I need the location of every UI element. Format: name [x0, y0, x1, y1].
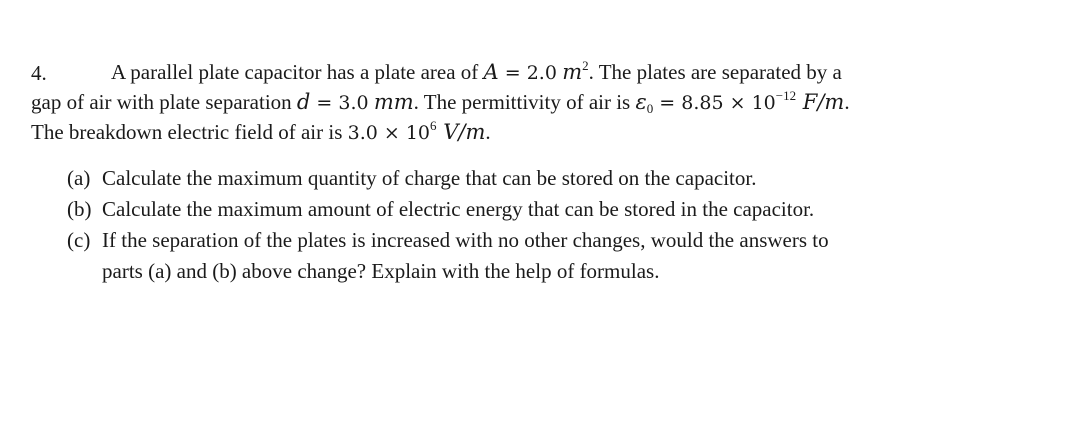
statement-line-3	[31, 118, 971, 148]
line3-text: The breakdown electric field of air is	[31, 120, 348, 144]
part-c-text-line2: parts (a) and (b) above change? Explain with the help of formulas.	[102, 259, 660, 283]
part-a-text: Calculate the maximum quantity of charge that can be stored on the capacitor.	[102, 166, 757, 190]
problem-number: 4.	[31, 61, 47, 85]
part-c-continued	[67, 256, 967, 287]
part-c-label: (c)	[67, 228, 91, 252]
line3-tail: .	[485, 120, 491, 144]
part-a	[67, 163, 967, 194]
part-b-text: Calculate the maximum amount of electric energy that can be stored in the capacitor.	[102, 197, 815, 221]
area-unit: m	[562, 60, 583, 84]
area-equals: =	[498, 62, 527, 84]
epsilon-symbol: ε	[635, 90, 647, 114]
separation-unit: mm	[373, 90, 414, 114]
epsilon-exponent: −12	[775, 88, 797, 103]
line2-mid: . The permittivity of air is	[413, 90, 636, 114]
epsilon-unit: F/m	[796, 90, 845, 114]
part-c	[67, 225, 967, 256]
area-symbol: A	[483, 60, 499, 84]
sub-questions	[67, 163, 967, 287]
problem-statement	[31, 58, 971, 148]
line2-tail: .	[844, 90, 850, 114]
area-exponent: 2	[582, 58, 589, 73]
line1-text: A parallel plate capacitor has a plate area of	[111, 60, 484, 84]
epsilon-equals: =	[653, 92, 682, 114]
epsilon-value: 8.85 × 10	[681, 92, 776, 114]
statement-line-2	[31, 88, 971, 118]
area-value: 2.0	[526, 62, 557, 84]
line1-tail: . The plates are separated by a	[588, 60, 842, 84]
part-a-label: (a)	[67, 166, 91, 190]
separation-equals: =	[310, 92, 339, 114]
epsilon-subscript: 0	[646, 101, 654, 116]
statement-line-1	[31, 58, 971, 88]
part-c-text-line1: If the separation of the plates is increased with no other changes, would the answers to	[102, 228, 829, 252]
field-exponent: 6	[430, 118, 437, 133]
part-b-label: (b)	[67, 197, 92, 221]
field-value: 3.0 × 10	[347, 122, 431, 144]
line2-text: gap of air with plate separation	[31, 90, 297, 114]
field-unit: V/m	[436, 120, 486, 144]
part-b	[67, 194, 967, 225]
separation-symbol: d	[296, 90, 311, 114]
separation-value: 3.0	[338, 92, 369, 114]
